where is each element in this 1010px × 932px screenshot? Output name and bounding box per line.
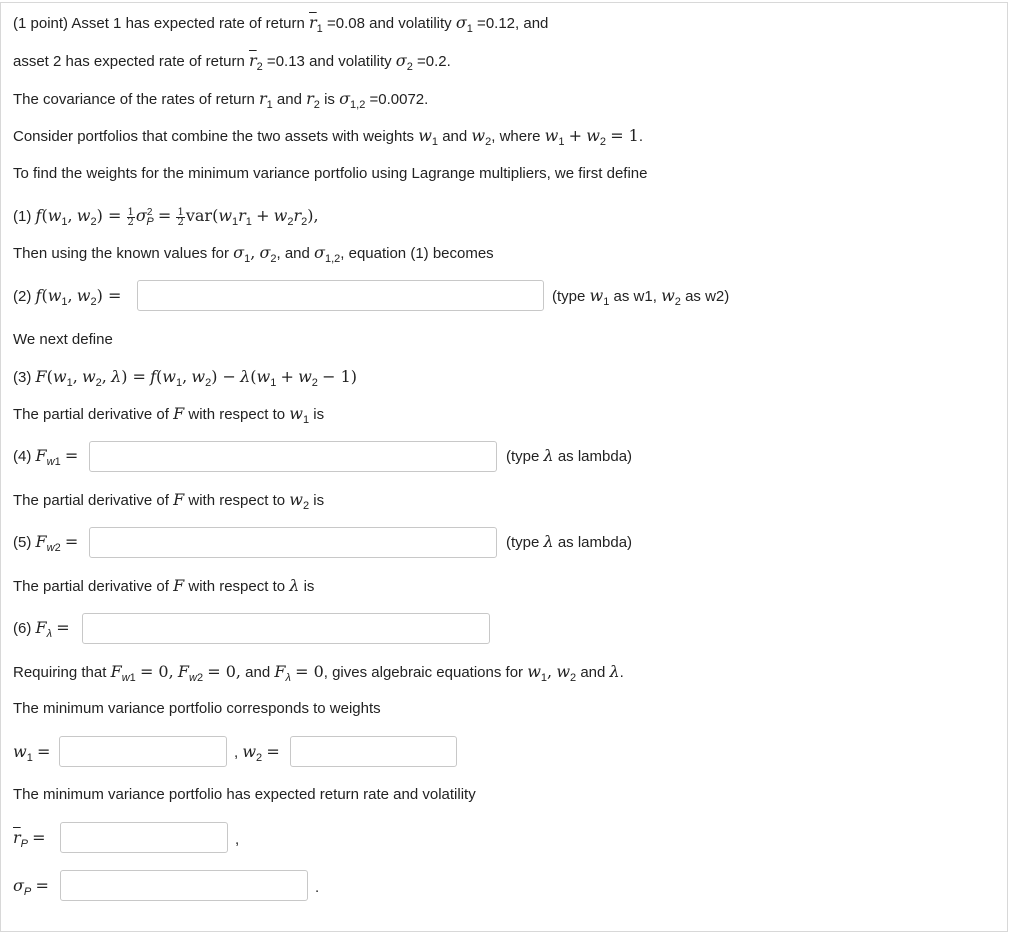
equation-4-hint: (type λ as lambda) [506, 446, 633, 465]
points-label: (1 point) [13, 15, 69, 32]
problem-line-18: The minimum variance portfolio corresponds to weights [13, 700, 381, 717]
equation-2-input[interactable] [137, 280, 544, 311]
equation-1: (1) $f(w_1$, $w_2$) = $\frac{1}{2}$ $\sigma^2_P$ = $\frac{1}{2}$ $var(w_1r_1 + w_2r_2)$, [13, 206, 319, 228]
problem-line-17: Requiring that $F_{w1} = 0$, $F_{w2} = 0$, and $F_\lambda = 0$, gives algebraic equations for $w_1$, $w_2$ and λ. [13, 662, 624, 684]
equation-2-label: (2) $f(w_1$, $w_2$) = [13, 286, 122, 308]
rP-comma: , [235, 831, 240, 848]
equation-5-hint: (type λ as lambda) [506, 532, 633, 551]
problem-line-1: (1 point) Asset 1 has expected rate of return $\overline{r}_1 =0.08$ and volatility $\sigma_1 =0.12$, and [13, 13, 549, 35]
problem-line-7: Then using the known values for $\sigma_1$, $\sigma_2$, and $\sigma_{1,2}$, equation (1) becomes [13, 243, 494, 265]
sigmaP-period: . [315, 879, 320, 896]
equation-5-label: (5) $F_{w2}$ = [13, 532, 79, 554]
problem-line-3: The covariance of the rates of return $r_1$ and $r_2$ is $\sigma_{1,2} =0.0072$. [13, 89, 429, 111]
equation-6-input[interactable] [82, 613, 490, 644]
equation-3: (3) $F(w_1$, $w_2$, $\lambda) = f(w_1$, $w_2) - \lambda(w_1 + w_2 - 1)$ [13, 367, 357, 389]
problem-line-11: The partial derivative of F with respect to $w_1$ is [13, 404, 325, 426]
rP-input[interactable] [60, 822, 228, 853]
problem-line-15: The partial derivative of F with respect to λ is [13, 576, 315, 595]
problem-line-5: To find the weights for the minimum variance portfolio using Lagrange multipliers, we first define [13, 165, 648, 182]
equation-2-hint: (type $w_1$ as w1, $w_2$ as w2) [552, 286, 730, 308]
problem-line-9: We next define [13, 331, 113, 348]
equation-6-label: (6) $F_\lambda$ = [13, 618, 70, 640]
w2-input[interactable] [290, 736, 457, 767]
sigmaP-label: $\sigma_P$ = [13, 876, 49, 898]
sigmaP-input[interactable] [60, 870, 308, 901]
problem-line-13: The partial derivative of F with respect to $w_2$ is [13, 490, 325, 512]
equation-5-input[interactable] [89, 527, 497, 558]
w1-input[interactable] [59, 736, 227, 767]
problem-line-2: asset 2 has expected rate of return $\overline{r}_2 =0.13$ and volatility $\sigma_2 =0.2$. [13, 51, 451, 73]
problem-line-20: The minimum variance portfolio has expected return rate and volatility [13, 786, 476, 803]
equation-4-label: (4) $F_{w1}$ = [13, 446, 79, 468]
rP-label: $\overline{r}_P$ = [13, 828, 46, 850]
problem-line-4: Consider portfolios that combine the two assets with weights $w_1$ and $w_2$, where $w_1 + w_2 = 1$. [13, 126, 644, 148]
w2-label: , $w_2$ = [234, 742, 280, 764]
equation-4-input[interactable] [89, 441, 497, 472]
w1-label: $w_1$ = [13, 742, 51, 764]
